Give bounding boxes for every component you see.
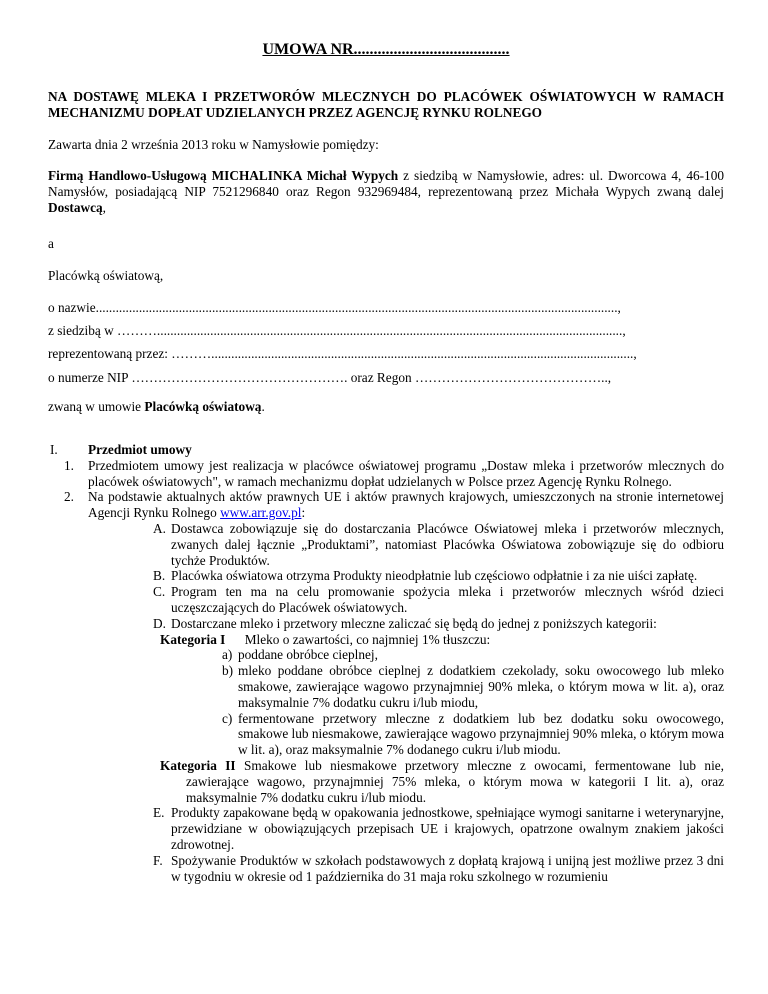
party1-details: z siedzibą w Namysłowie, adres: ul. Dworcowa 4, 46-100 Namysłów, posiadającą NIP 7521296840 oraz Regon 932969484, reprezentowaną przez Michała Wypych zwaną dalej (48, 168, 724, 199)
item-text: Dostarczane mleko i przetwory mleczne zaliczać się będą do jednej z poniższych kategorii: (171, 615, 657, 631)
point-text: mleko poddane obróbce cieplnej z dodatkiem czekolady, soku owocowego lub mleko smakowe, zawierające wagowo przynajmniej 90% mleka, o którym mowa w lit. a), oraz maksymalnie 7% dodatku cukru i/lub miodu, (238, 663, 724, 710)
list-item (153, 520, 724, 568)
called-role: Placówką oświatową (144, 399, 262, 414)
item-number: 1. (64, 457, 74, 473)
item-letter: A. (153, 520, 166, 536)
seat-field-line: z siedzibą w ………............................................................................................................................................, (48, 323, 626, 338)
point-letter: a) (222, 647, 233, 663)
list-item (222, 663, 724, 710)
section-subject (48, 442, 724, 884)
item-text: Dostawca zobowiązuje się do dostarczania Placówce Oświatowej mleka i przetworów mlecznych, zwanych dalej łącznie „Produktami”, natomiast Placówka Oświatowa zobowiązuje się do odbioru tychże Produktów. (171, 520, 724, 568)
item-letter: C. (153, 584, 166, 600)
category-1-text: Mleko o zawartości, co najmniej 1% tłuszczu: (244, 631, 491, 647)
point-letter: c) (222, 710, 233, 726)
arr-website-link[interactable]: www.arr.gov.pl (220, 505, 302, 521)
item-text: Program ten ma na celu promowanie spożycia mleka i przetworów mlecznych wśród dzieci uczęszczających do Placówek oświatowych. (171, 584, 724, 615)
called-end: . (261, 399, 265, 414)
list-item (153, 805, 724, 852)
category-2-label: Kategoria II (160, 757, 236, 773)
item-text: Placówka oświatowa otrzyma Produkty nieodpłatnie lub częściowo odpłatnie i za nie uiści zapłatę. (171, 568, 698, 584)
name-field-line: o nazwie............................................................................................................................................................., (48, 300, 621, 315)
item-text: Spożywanie Produktów w szkołach podstawowych z dopłatą krajową i unijną jest możliwe przez 3 dni w tygodniu w okresie od 1 października do 31 maja roku szkolnego w rozumieniu (171, 852, 724, 884)
item-number: 2. (64, 489, 74, 505)
conjunction-a: a (48, 236, 54, 251)
party1-end: , (102, 199, 106, 215)
party1-role: Dostawcą (48, 199, 103, 215)
item-text-end: : (301, 505, 306, 521)
item-text: Na podstawie aktualnych aktów prawnych UE i aktów prawnych krajowych, umieszczonych na stronie internetowej Agencji Rynku Rolnego (88, 489, 724, 521)
item-letter: B. (153, 568, 166, 584)
list-item (153, 852, 724, 885)
intro-paragraph: Zawarta dnia 2 września 2013 roku w Namysłowie pomiędzy: (48, 137, 379, 152)
item-letter: D. (153, 615, 166, 631)
item-text: Przedmiotem umowy jest realizacja w placówce oświatowej programu „Dostaw mleka i przetworów mlecznych do placówek oświatowych", w ramach mechanizmu dopłat udzielanych w Polsce przez Agencję Rynku Rolnego. (88, 457, 724, 489)
category-1-label: Kategoria I (160, 631, 226, 647)
party2-label: Placówką oświatową, (48, 268, 164, 283)
list-item (222, 710, 724, 758)
party1-paragraph (48, 168, 724, 215)
representative-field-line: reprezentowaną przez: ………..............................................................................................................................., (48, 346, 637, 361)
nip-regon-field-line: o numerze NIP …………………………………………. oraz Regon …………………………………….., (48, 370, 612, 385)
point-letter: b) (222, 663, 234, 679)
party1-name: Firmą Handlowo-Usługową MICHALINKA Michał Wypych (48, 168, 399, 183)
list-item (153, 615, 724, 632)
list-item (64, 489, 724, 521)
category-2-text: Smakowe lub niesmakowe przetwory mleczne z owocami, fermentowane lub nie, zawierające wagowo, przynajmniej 75% mleka, o którym mowa w kategorii I lit. a), oraz maksymalnie 7% dodatku cukru i/lub miodu. (186, 757, 724, 805)
list-item (153, 584, 724, 616)
called-prefix: zwaną w umowie (48, 399, 145, 414)
section-number: I. (50, 442, 58, 457)
list-item (153, 568, 724, 584)
list-item (222, 647, 724, 663)
contract-subtitle: NA DOSTAWĘ MLEKA I PRZETWORÓW MLECZNYCH DO PLACÓWEK OŚWIATOWYCH W RAMACH MECHANIZMU DOPŁAT UDZIELANYCH PRZEZ AGENCJĘ RYNKU ROLNEGO (48, 89, 724, 120)
item-letter: F. (153, 852, 163, 868)
section-heading (48, 442, 724, 458)
point-text: fermentowane przetwory mleczne z dodatkiem lub bez dodatku soku owocowego, smakowe lub niesmakowe, zawierające wagowo przynajmniej 90% mleka, o którym mowa w lit. a), oraz maksymalnie 7% dodanego cukru i/lub miodu. (238, 710, 724, 758)
category-1 (160, 632, 724, 648)
list-item (64, 457, 724, 490)
point-text: poddane obróbce cieplnej, (238, 647, 378, 663)
contract-title: UMOWA NR....................................... (262, 41, 510, 58)
section-title: Przedmiot umowy (88, 442, 192, 457)
item-letter: E. (153, 805, 165, 821)
item-text: Produkty zapakowane będą w opakowania jednostkowe, spełniające wymogi sanitarne i weterynaryjne, przewidziane w obowiązujących przepisach UE i krajowych, opatrzone owalnym znakiem jakości zdrowotnej. (171, 805, 724, 852)
category-2 (160, 757, 724, 805)
called-paragraph (48, 399, 724, 415)
